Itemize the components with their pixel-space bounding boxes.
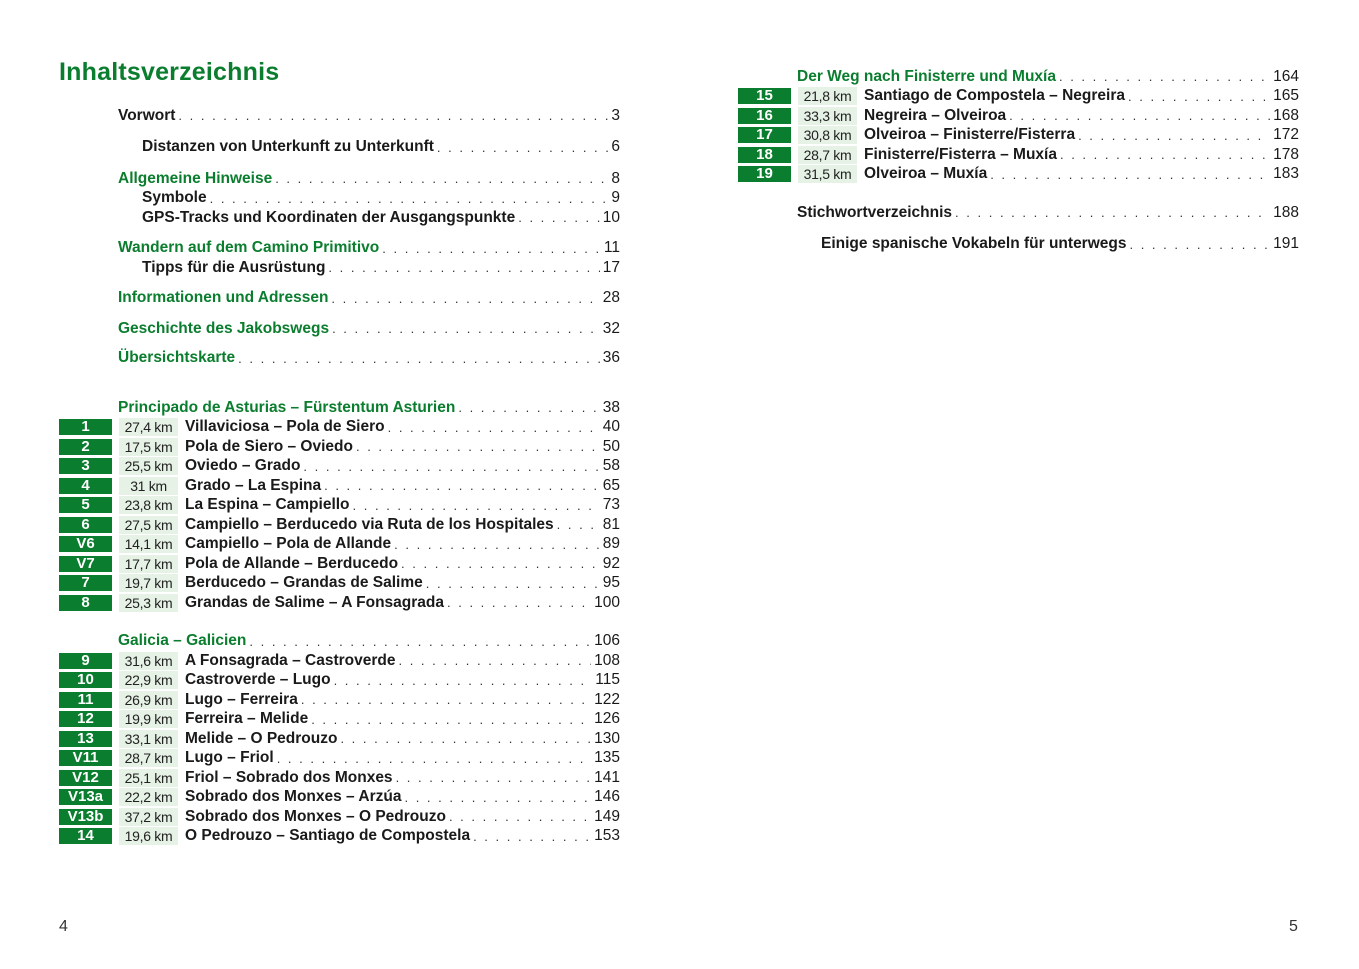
leader-dots xyxy=(955,203,1270,222)
stage-entry[interactable] xyxy=(59,496,620,516)
entry-title: Informationen und Adressen xyxy=(118,289,329,307)
page-number-right: 5 xyxy=(1289,918,1298,935)
stage-distance: 17,7 km xyxy=(119,555,178,573)
stage-entry[interactable] xyxy=(738,145,1299,165)
stage-title: Berducedo – Grandas de Salime xyxy=(185,574,423,592)
stage-title: A Fonsagrada – Castroverde xyxy=(185,651,396,669)
stage-number-badge: 10 xyxy=(59,672,112,688)
toc-entry-hinweise[interactable] xyxy=(59,169,620,189)
leader-dots xyxy=(449,807,591,826)
stage-number-badge: 5 xyxy=(59,497,112,513)
stage-page: 92 xyxy=(602,554,620,572)
stage-number-badge: 7 xyxy=(59,575,112,591)
stage-title: Melide – O Pedrouzo xyxy=(185,729,338,747)
stage-entry[interactable] xyxy=(59,768,620,788)
entry-page: 28 xyxy=(602,289,620,307)
stage-entry[interactable] xyxy=(59,574,620,594)
entry-title: Einige spanische Vokabeln für unterwegs xyxy=(821,235,1127,253)
stage-title: Lugo – Ferreira xyxy=(185,690,298,708)
stage-number-badge: 13 xyxy=(59,731,112,747)
stage-title: Villaviciosa – Pola de Siero xyxy=(185,418,385,436)
stage-entry[interactable] xyxy=(59,827,620,847)
toc-section-asturias[interactable] xyxy=(59,398,620,418)
stage-title: Sobrado dos Monxes – Arzúa xyxy=(185,788,402,806)
entry-page: 106 xyxy=(594,632,620,650)
stage-title: Friol – Sobrado dos Monxes xyxy=(185,768,393,786)
leader-dots xyxy=(447,593,591,612)
stage-number-badge: V7 xyxy=(59,556,112,572)
stage-entry[interactable] xyxy=(59,554,620,574)
entry-title: Wandern auf dem Camino Primitivo xyxy=(118,239,380,257)
stage-page: 115 xyxy=(595,671,620,689)
stage-page: 65 xyxy=(602,476,620,494)
stage-page: 73 xyxy=(602,496,620,514)
stage-page: 50 xyxy=(602,437,620,455)
entry-page: 32 xyxy=(602,319,620,337)
stage-title: Pola de Allande – Berducedo xyxy=(185,554,399,572)
stage-number-badge: 18 xyxy=(738,147,791,163)
leader-dots xyxy=(404,788,591,807)
entry-page: 8 xyxy=(611,169,620,187)
leader-dots xyxy=(426,574,600,593)
stage-distance: 28,7 km xyxy=(119,749,178,767)
entry-page: 11 xyxy=(603,239,620,257)
stage-distance: 25,1 km xyxy=(119,769,178,787)
stage-number-badge: V13b xyxy=(59,809,112,825)
stage-distance: 23,8 km xyxy=(119,496,178,514)
stage-title: Sobrado dos Monxes – O Pedrouzo xyxy=(185,807,446,825)
stage-page: 141 xyxy=(594,768,620,786)
stage-page: 130 xyxy=(594,729,620,747)
toc-entry-stichwortverzeichnis[interactable] xyxy=(738,203,1299,223)
leader-dots xyxy=(394,535,600,554)
entry-page: 3 xyxy=(611,106,620,124)
stage-distance: 26,9 km xyxy=(119,691,178,709)
stage-title: Santiago de Compostela – Negreira xyxy=(864,87,1125,105)
stage-page: 89 xyxy=(602,535,620,553)
stage-title: Ferreira – Melide xyxy=(185,710,309,728)
stage-entry[interactable] xyxy=(59,807,620,827)
leader-dots xyxy=(324,476,600,495)
leader-dots xyxy=(518,208,600,227)
stage-distance: 31,5 km xyxy=(798,165,857,183)
stage-entry[interactable] xyxy=(59,671,620,691)
stage-entry[interactable] xyxy=(59,788,620,808)
stage-page: 165 xyxy=(1273,87,1299,105)
stage-distance: 31 km xyxy=(119,477,178,495)
toc-entry-uebersichtskarte[interactable] xyxy=(59,349,620,369)
stage-distance: 27,5 km xyxy=(119,516,178,534)
entry-page: 17 xyxy=(602,258,620,276)
entry-title: Tipps für die Ausrüstung xyxy=(142,258,326,276)
stage-title: Olveiroa – Muxía xyxy=(864,165,988,183)
leader-dots xyxy=(1060,145,1270,164)
leader-dots xyxy=(1129,235,1270,254)
stage-page: 58 xyxy=(602,457,620,475)
stage-number-badge: 2 xyxy=(59,439,112,455)
stage-page: 146 xyxy=(594,788,620,806)
entry-title: Galicia – Galicien xyxy=(118,632,247,650)
stage-title: Grado – La Espina xyxy=(185,476,322,494)
toc-entry-tipps[interactable] xyxy=(59,258,620,278)
stage-title: Negreira – Olveiroa xyxy=(864,106,1007,124)
stage-entry[interactable] xyxy=(59,437,620,457)
leader-dots xyxy=(331,289,599,308)
stage-title: Finisterre/Fisterra – Muxía xyxy=(864,145,1057,163)
stage-title: Olveiroa – Finisterre/Fisterra xyxy=(864,126,1076,144)
leader-dots xyxy=(353,496,600,515)
stage-number-badge: 17 xyxy=(738,127,791,143)
stage-page: 126 xyxy=(594,710,620,728)
leader-dots xyxy=(388,418,600,437)
stage-number-badge: 15 xyxy=(738,88,791,104)
stage-page: 178 xyxy=(1273,145,1299,163)
stage-title: La Espina – Campiello xyxy=(185,496,350,514)
stage-page: 122 xyxy=(594,690,620,708)
entry-page: 36 xyxy=(602,349,620,367)
stage-title: Castroverde – Lugo xyxy=(185,671,331,689)
toc-section-galicia[interactable] xyxy=(59,632,620,652)
leader-dots xyxy=(396,768,592,787)
entry-title: Der Weg nach Finisterre und Muxía xyxy=(797,67,1056,85)
stage-entry[interactable] xyxy=(59,535,620,555)
leader-dots xyxy=(328,258,599,277)
stage-distance: 33,1 km xyxy=(119,730,178,748)
entry-page: 191 xyxy=(1273,235,1299,253)
entry-title: Symbole xyxy=(142,189,207,207)
entry-page: 6 xyxy=(611,138,620,156)
entry-title: Übersichtskarte xyxy=(118,349,236,367)
stage-number-badge: 9 xyxy=(59,653,112,669)
stage-distance: 14,1 km xyxy=(119,535,178,553)
stage-page: 95 xyxy=(602,574,620,592)
leader-dots xyxy=(303,457,599,476)
stage-title: Pola de Siero – Oviedo xyxy=(185,437,353,455)
stage-distance: 25,5 km xyxy=(119,457,178,475)
leader-dots xyxy=(301,690,591,709)
leader-dots xyxy=(1059,67,1270,86)
leader-dots xyxy=(990,165,1270,184)
stage-entry[interactable] xyxy=(59,749,620,769)
stage-page: 108 xyxy=(594,651,620,669)
entry-title: Distanzen von Unterkunft zu Unterkunft xyxy=(142,138,434,156)
stage-distance: 33,3 km xyxy=(798,107,857,125)
toc-entry-vorwort[interactable] xyxy=(59,106,620,126)
stage-distance: 19,9 km xyxy=(119,710,178,728)
toc-entry-gps[interactable] xyxy=(59,208,620,228)
leader-dots xyxy=(1078,126,1270,145)
stage-list-galicia xyxy=(59,651,620,846)
toc-entry-geschichte[interactable] xyxy=(59,319,620,339)
stage-number-badge: 3 xyxy=(59,458,112,474)
toc-right-column xyxy=(738,67,1299,254)
toc-entry-wandern[interactable] xyxy=(59,239,620,259)
leader-dots xyxy=(238,349,600,368)
leader-dots xyxy=(340,729,591,748)
stage-number-badge: V13a xyxy=(59,789,112,805)
stage-entry[interactable] xyxy=(738,106,1299,126)
stage-number-badge: 6 xyxy=(59,517,112,533)
stage-number-badge: 8 xyxy=(59,595,112,611)
leader-dots xyxy=(356,437,600,456)
entry-page: 9 xyxy=(611,189,620,207)
stage-page: 100 xyxy=(594,593,620,611)
leader-dots xyxy=(334,671,593,690)
page-title: Inhaltsverzeichnis xyxy=(59,58,280,86)
toc-entry-vokabeln[interactable] xyxy=(738,235,1299,255)
entry-title: Allgemeine Hinweise xyxy=(118,169,273,187)
stage-page: 172 xyxy=(1273,126,1299,144)
stage-distance: 25,3 km xyxy=(119,594,178,612)
entry-page: 38 xyxy=(602,398,620,416)
stage-list-asturias xyxy=(59,418,620,613)
stage-number-badge: 14 xyxy=(59,828,112,844)
stage-number-badge: V11 xyxy=(59,750,112,766)
entry-page: 10 xyxy=(602,208,620,226)
leader-dots xyxy=(1009,106,1270,125)
stage-title: Oviedo – Grado xyxy=(185,457,301,475)
stage-distance: 30,8 km xyxy=(798,126,857,144)
stage-entry[interactable] xyxy=(59,651,620,671)
leader-dots xyxy=(437,138,608,157)
leader-dots xyxy=(210,189,609,208)
stage-list-finisterre xyxy=(738,87,1299,185)
toc-section-finisterre[interactable] xyxy=(738,67,1299,87)
stage-number-badge: 12 xyxy=(59,711,112,727)
stage-entry[interactable] xyxy=(59,418,620,438)
leader-dots xyxy=(178,106,608,125)
stage-number-badge: V12 xyxy=(59,770,112,786)
stage-page: 168 xyxy=(1273,106,1299,124)
stage-title: Campiello – Pola de Allande xyxy=(185,535,392,553)
stage-distance: 37,2 km xyxy=(119,808,178,826)
toc-entry-distanzen[interactable] xyxy=(59,138,620,158)
stage-distance: 19,6 km xyxy=(119,827,178,845)
stage-title: O Pedrouzo – Santiago de Compostela xyxy=(185,827,471,845)
leader-dots xyxy=(332,319,600,338)
leader-dots xyxy=(458,398,599,417)
stage-number-badge: 19 xyxy=(738,166,791,182)
stage-entry[interactable] xyxy=(59,593,620,613)
entry-title: Vorwort xyxy=(118,106,176,124)
entry-title: Stichwortverzeichnis xyxy=(797,203,953,221)
leader-dots xyxy=(382,239,601,258)
entry-title: GPS-Tracks und Koordinaten der Ausgangspunkte xyxy=(142,208,516,226)
stage-distance: 22,9 km xyxy=(119,671,178,689)
stage-entry[interactable] xyxy=(59,690,620,710)
stage-distance: 17,5 km xyxy=(119,438,178,456)
toc-entry-symbole[interactable] xyxy=(59,189,620,209)
leader-dots xyxy=(275,169,608,188)
stage-page: 40 xyxy=(602,418,620,436)
entry-title: Principado de Asturias – Fürstentum Asturien xyxy=(118,398,456,416)
entry-page: 188 xyxy=(1273,203,1299,221)
stage-number-badge: 1 xyxy=(59,419,112,435)
stage-entry[interactable] xyxy=(738,87,1299,107)
entry-title: Geschichte des Jakobswegs xyxy=(118,319,330,337)
stage-number-badge: 16 xyxy=(738,108,791,124)
leader-dots xyxy=(249,632,591,651)
stage-title: Campiello – Berducedo via Ruta de los Hospitales xyxy=(185,515,554,533)
stage-title: Lugo – Friol xyxy=(185,749,274,767)
toc-entry-informationen[interactable] xyxy=(59,289,620,309)
stage-page: 149 xyxy=(594,807,620,825)
stage-entry[interactable] xyxy=(738,126,1299,146)
stage-entry[interactable] xyxy=(59,457,620,477)
stage-page: 135 xyxy=(594,749,620,767)
stage-distance: 22,2 km xyxy=(119,788,178,806)
leader-dots xyxy=(1128,87,1270,106)
stage-distance: 19,7 km xyxy=(119,574,178,592)
stage-distance: 21,8 km xyxy=(798,87,857,105)
stage-entry[interactable] xyxy=(59,710,620,730)
stage-distance: 31,6 km xyxy=(119,652,178,670)
stage-number-badge: 11 xyxy=(59,692,112,708)
leader-dots xyxy=(557,515,600,534)
stage-distance: 27,4 km xyxy=(119,418,178,436)
stage-entry[interactable] xyxy=(738,165,1299,185)
leader-dots xyxy=(398,651,591,670)
leader-dots xyxy=(277,749,591,768)
stage-title: Grandas de Salime – A Fonsagrada xyxy=(185,593,444,611)
leader-dots xyxy=(401,554,600,573)
stage-page: 183 xyxy=(1273,165,1299,183)
stage-distance: 28,7 km xyxy=(798,146,857,164)
stage-entry[interactable] xyxy=(59,476,620,496)
page-number-left: 4 xyxy=(59,918,68,935)
leader-dots xyxy=(311,710,591,729)
stage-page: 153 xyxy=(594,827,620,845)
stage-page: 81 xyxy=(602,515,620,533)
stage-number-badge: V6 xyxy=(59,536,112,552)
stage-number-badge: 4 xyxy=(59,478,112,494)
entry-page: 164 xyxy=(1273,67,1299,85)
stage-entry[interactable] xyxy=(59,515,620,535)
toc-left-column xyxy=(59,106,620,846)
leader-dots xyxy=(473,827,591,846)
stage-entry[interactable] xyxy=(59,729,620,749)
